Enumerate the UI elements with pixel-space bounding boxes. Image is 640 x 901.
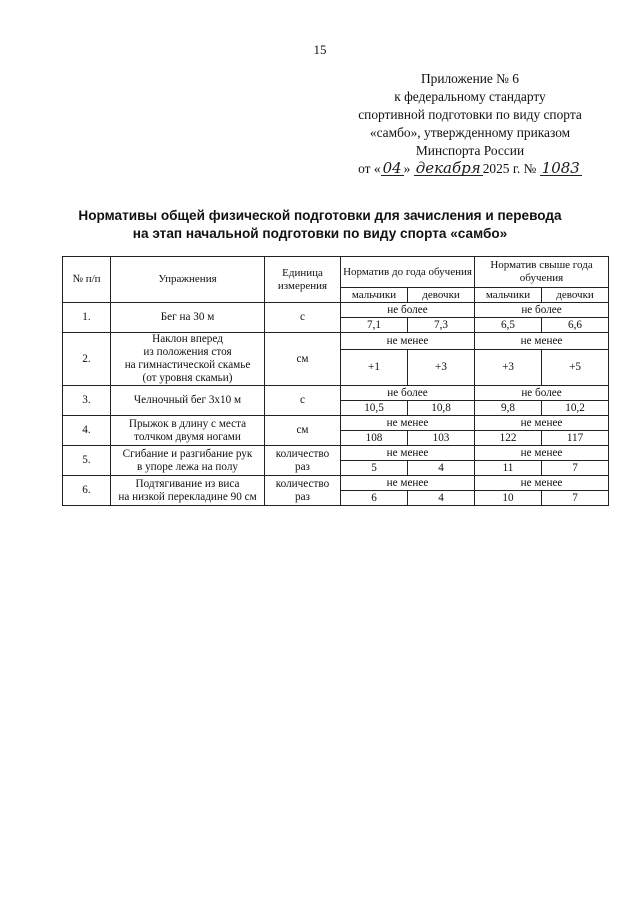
table-row [63,446,609,461]
exercise-line: Наклон вперед [152,333,223,345]
header-boys: мальчики [475,288,542,303]
exercise-line: в упоре лежа на полу [136,460,238,473]
table-row [63,416,609,431]
exercise-line: на низкой перекладине 90 см [118,490,257,503]
appendix-line: Минспорта России [415,143,525,158]
value-cell: 4 [408,491,475,506]
norm-condition: не менее [475,446,609,461]
value-cell: 122 [475,431,542,446]
row-number: 2. [63,333,111,386]
value-cell: 4 [408,461,475,476]
norm-condition: не менее [475,333,609,350]
value-cell: 7 [542,491,609,506]
row-number: 6. [63,476,111,506]
unit-cell [265,416,341,446]
header-boys: мальчики [341,288,408,303]
table-row [63,476,609,491]
row-number: 5. [63,446,111,476]
value-cell: 10 [475,491,542,506]
page-number: 15 [313,42,327,57]
row-number: 4. [63,416,111,446]
header-group-after-first-year: Норматив свыше года обучения [475,257,609,288]
value-cell: 9,8 [475,401,542,416]
norms-table [62,256,609,506]
header-exercise: Упражнения [111,257,265,303]
row-number: 3. [63,386,111,416]
exercise-name [111,446,265,476]
unit-line: раз [295,460,310,473]
exercise-line: Челночный бег 3х10 м [133,394,242,406]
header-girls: девочки [408,288,475,303]
exercise-line: (от уровня скамьи) [142,372,233,384]
handwritten-order-number: 1083 [541,159,580,177]
title-line-2: на этап начальной подготовки по виду спорта «самбо» [132,226,508,241]
value-cell: +3 [408,350,475,386]
value-cell: 7 [542,461,609,476]
handwritten-day: 04 [382,159,402,177]
value-cell: +1 [341,350,408,386]
norm-condition: не более [475,386,609,401]
unit-line: количество [275,447,330,460]
unit-cell [265,333,341,386]
norm-condition: не менее [341,333,475,350]
row-number: 1. [63,303,111,333]
value-cell: 10,5 [341,401,408,416]
value-cell: 6 [341,491,408,506]
unit-cell [265,303,341,333]
exercise-name [111,476,265,506]
appendix-line: спортивной подготовки по виду спорта [358,107,582,122]
norm-condition: не менее [475,476,609,491]
exercise-line: Сгибание и разгибание рук [122,447,253,460]
value-cell: 103 [408,431,475,446]
unit-line: см [296,352,309,365]
exercise-line: толчком двумя ногами [134,430,241,443]
unit-cell [265,446,341,476]
value-cell: +5 [542,350,609,386]
unit-line: количество [275,477,330,490]
table-row [63,303,609,318]
norm-condition: не менее [341,476,475,491]
value-cell: 10,2 [542,401,609,416]
exercise-name [111,333,265,386]
header-group-first-year: Норматив до года обучения [341,257,475,288]
quote-close: » [403,161,411,176]
header-num: № п/п [63,257,111,303]
document-title [40,207,600,243]
exercise-line: Прыжок в длину с места [128,417,247,430]
norm-condition: не более [341,303,475,318]
norm-condition: не менее [341,446,475,461]
unit-line: с [300,311,305,323]
exercise-name [111,386,265,416]
unit-line: раз [295,490,310,503]
exercise-name [111,303,265,333]
unit-line: с [300,394,305,406]
exercise-line: Бег на 30 м [160,311,215,323]
exercise-line: на гимнастической скамье [124,359,251,371]
value-cell: 11 [475,461,542,476]
order-date-line [330,160,610,178]
date-prefix: от « [358,161,381,176]
norm-condition: не более [475,303,609,318]
norm-condition: не более [341,386,475,401]
year-text: 2025 г. № [482,161,537,176]
table-row [63,386,609,401]
unit-cell [265,386,341,416]
value-cell: 108 [341,431,408,446]
handwritten-month: декабря [415,159,481,177]
title-line-1: Нормативы общей физической подготовки для зачисления и перевода [78,208,562,223]
exercise-name [111,416,265,446]
unit-cell [265,476,341,506]
appendix-line: к федеральному стандарту [394,89,546,104]
exercise-line: Подтягивание из виса [135,477,240,490]
norm-condition: не менее [475,416,609,431]
value-cell: 5 [341,461,408,476]
exercise-line: из положения стоя [143,346,232,358]
appendix-header [330,70,610,178]
value-cell: 10,8 [408,401,475,416]
value-cell: 7,3 [408,318,475,333]
table-row [63,333,609,350]
value-cell: +3 [475,350,542,386]
appendix-line: Приложение № 6 [420,71,520,86]
header-girls: девочки [542,288,609,303]
value-cell: 6,5 [475,318,542,333]
value-cell: 7,1 [341,318,408,333]
appendix-line: «самбо», утвержденному приказом [369,125,571,140]
value-cell: 6,6 [542,318,609,333]
value-cell: 117 [542,431,609,446]
header-unit: Единица измерения [265,257,341,303]
norm-condition: не менее [341,416,475,431]
unit-line: см [296,424,309,436]
